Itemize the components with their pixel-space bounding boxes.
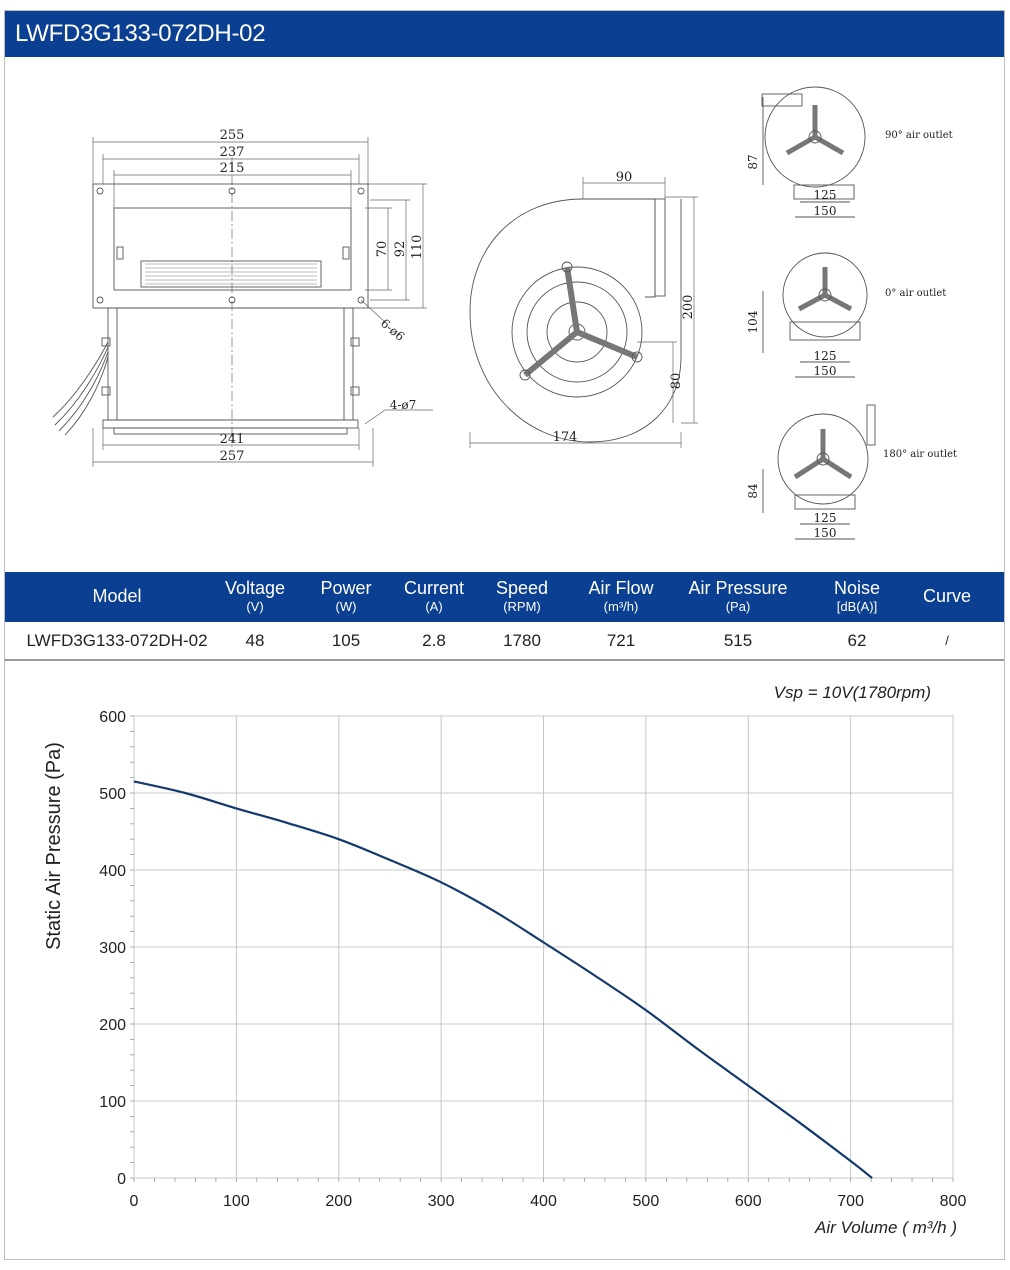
y-tick-label: 500: [99, 786, 126, 803]
dim-front-257: 257: [219, 449, 245, 464]
outlet-height-0: 104: [746, 310, 760, 334]
col-current: Current (A): [403, 578, 465, 614]
spec-table-row: [5, 622, 1004, 659]
x-axis-label: Air Volume ( m³/h ): [814, 1218, 957, 1237]
x-tick-label: 800: [939, 1193, 967, 1210]
dim-front-110: 110: [410, 234, 425, 260]
dim-side-200: 200: [681, 294, 696, 320]
cell-curve: /: [945, 633, 949, 648]
chart-title: Vsp = 10V(1780rpm): [773, 683, 931, 702]
drawing-svg: [5, 57, 1004, 572]
cell-air-flow: 721: [606, 631, 636, 650]
y-tick-label: 400: [99, 863, 126, 880]
outlet-inner-0: 125: [813, 349, 837, 363]
x-tick-label: 300: [427, 1193, 455, 1210]
title-bar: [5, 11, 1004, 57]
product-title: LWFD3G133-072DH-02: [15, 20, 266, 47]
x-tick-label: 200: [325, 1193, 353, 1210]
col-curve: Curve: [922, 586, 971, 606]
front-housing: [93, 184, 368, 308]
y-tick-label: 600: [99, 709, 126, 726]
x-tick-label: 600: [734, 1193, 762, 1210]
col-noise: Noise [dB(A)]: [833, 578, 881, 614]
outlet-label-180: 180° air outlet: [883, 449, 957, 460]
dim-side-90: 90: [615, 170, 633, 185]
cell-voltage: 48: [245, 631, 265, 650]
outlet-outer-90: 150: [813, 204, 837, 218]
cell-air-pressure: 515: [723, 631, 753, 650]
outlet-height-90: 87: [746, 154, 760, 170]
y-tick-label: 100: [99, 1094, 126, 1111]
dim-front-6-holes: 6-ø6: [377, 316, 408, 344]
outlet-inner-90: 125: [813, 188, 837, 202]
x-tick-label: 500: [632, 1193, 660, 1210]
dim-side-80: 80: [669, 372, 684, 390]
performance-chart: [5, 661, 1004, 1259]
dimension-drawing: [5, 57, 1004, 572]
front-outlet: [114, 208, 351, 290]
outlet-label-0: 0° air outlet: [885, 288, 947, 299]
motor-body: [108, 308, 353, 420]
y-axis-label: Static Air Pressure (Pa): [43, 742, 65, 950]
chart-svg: [5, 661, 1004, 1259]
outlet-outer-0: 150: [813, 364, 837, 378]
x-tick-label: 700: [837, 1193, 864, 1210]
col-model: Model: [92, 586, 142, 606]
dim-front-255: 255: [219, 128, 245, 143]
dim-front-70: 70: [375, 240, 390, 258]
spec-table-header: [5, 572, 1004, 622]
outlet-inner-180: 125: [813, 511, 837, 525]
outlet-outer-180: 150: [813, 526, 837, 540]
x-tick-label: 0: [129, 1193, 139, 1210]
x-tick-label: 400: [530, 1193, 557, 1210]
cell-power: 105: [331, 631, 361, 650]
dim-side-174: 174: [552, 430, 578, 445]
col-air-pressure: Air Pressure (Pa): [688, 578, 788, 614]
outlet-height-180: 84: [746, 483, 760, 499]
col-power: Power (W): [320, 578, 372, 614]
dim-front-241: 241: [219, 432, 245, 447]
y-tick-label: 0: [117, 1171, 126, 1188]
dim-front-92: 92: [393, 240, 408, 258]
cell-noise: 62: [847, 631, 867, 650]
col-voltage: Voltage (V): [224, 578, 286, 614]
cell-speed: 1780: [503, 631, 541, 650]
dim-front-215: 215: [219, 161, 245, 176]
dim-front-237: 237: [219, 145, 245, 160]
outlet-label-90: 90° air outlet: [885, 130, 953, 141]
impeller-window: [141, 261, 321, 287]
cell-current: 2.8: [422, 631, 446, 650]
col-speed: Speed (RPM): [495, 578, 549, 614]
cell-model: LWFD3G133-072DH-02: [26, 631, 208, 650]
y-tick-label: 300: [99, 940, 126, 957]
series-line: [134, 781, 872, 1178]
y-tick-label: 200: [99, 1017, 126, 1034]
dim-front-4-holes: 4-ø7: [389, 398, 417, 412]
x-tick-label: 100: [223, 1193, 250, 1210]
col-air-flow: Air Flow (m³/h): [588, 578, 654, 614]
